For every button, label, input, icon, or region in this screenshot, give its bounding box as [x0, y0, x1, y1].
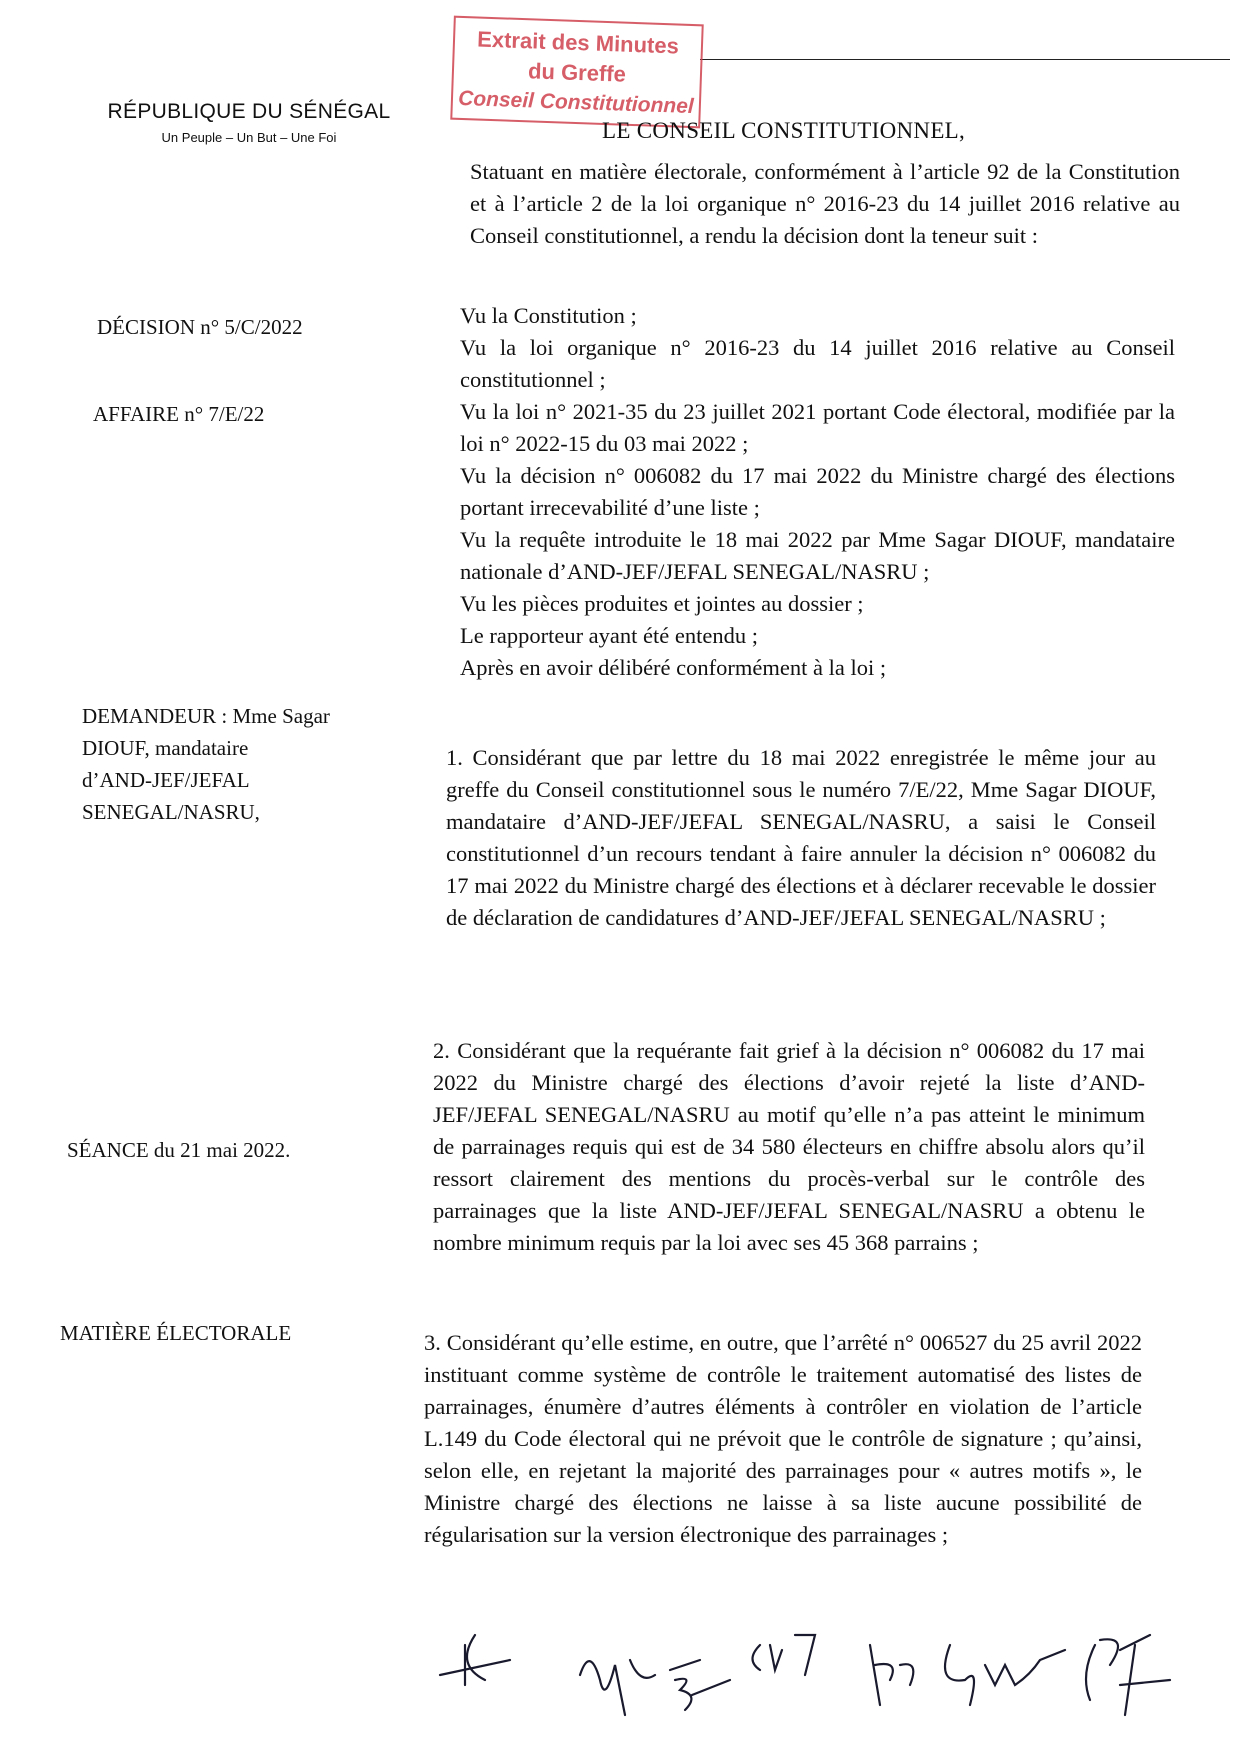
signature-3 [670, 1660, 730, 1710]
demandeur-line: SENEGAL/NASRU, [82, 800, 260, 824]
visa-item: Vu la requête introduite le 18 mai 2022 par Mme Sagar DIOUF, mandataire nationale d’AND-JEF/JEFAL SENEGAL/NASRU ; [460, 527, 1175, 584]
visa-item: Vu la loi organique n° 2016-23 du 14 juillet 2016 relative au Conseil constitutionnel ; [460, 335, 1175, 392]
signature-4 [753, 1635, 816, 1675]
decision-number: DÉCISION n° 5/C/2022 [97, 315, 303, 339]
republic-motto: Un Peuple – Un But – Une Foi [161, 130, 337, 145]
considerant-text: 2. Considérant que la requérante fait grief à la décision n° 006082 du 17 mai 2022 du Ministre chargé des élections d’avoir rejeté la liste d’AND-JEF/JEFAL SENEGAL/NASRU au motif qu’elle n’a pas atteint le minimum de parrainages requis qui est de 34 580 électeurs en chiffre absolu alors qu’il ressort clairement des mentions du procès-verbal sur le contrôle des parrainages que la liste AND-JEF/JEFAL SENEGAL/NASRU a obtenu le nombre minimum requis par la loi avec ses 45 368 parrains ; [433, 1038, 1145, 1255]
greffe-stamp [450, 16, 703, 129]
demandeur-line: d’AND-JEF/JEFAL [82, 768, 250, 792]
visa-item: Après en avoir délibéré conformément à la loi ; [460, 655, 887, 680]
demandeur-line: DIOUF, mandataire [82, 736, 249, 760]
handwritten-signatures [430, 1605, 1220, 1735]
visa-item: Vu la Constitution ; [460, 303, 637, 328]
top-rule [700, 59, 1230, 60]
republic-header [104, 100, 394, 145]
considerant-3 [424, 1327, 1142, 1551]
intro-text: Statuant en matière électorale, conformément à l’article 92 de la Constitution et à l’article 2 de la loi organique n° 2016-23 du 14 juillet 2016 relative au Conseil constitutionnel, a rendu la décision dont la teneur suit : [470, 159, 1180, 248]
affaire-number: AFFAIRE n° 7/E/22 [93, 402, 265, 426]
signature-1 [440, 1635, 510, 1685]
considerant-1 [446, 742, 1156, 934]
visa-item: Vu la décision n° 006082 du 17 mai 2022 du Ministre chargé des élections portant irrecevabilité d’une liste ; [460, 463, 1175, 520]
demandeur-line: DEMANDEUR : Mme Sagar [82, 704, 330, 728]
matiere: MATIÈRE ÉLECTORALE [60, 1321, 292, 1345]
intro-paragraph [470, 156, 1180, 252]
document-heading: LE CONSEIL CONSTITUTIONNEL, [602, 118, 966, 143]
considerant-text: 3. Considérant qu’elle estime, en outre, que l’arrêté n° 006527 du 25 avril 2022 instituant comme système de contrôle le traitement automatisé des listes de parrainages, énumère d’autres éléments à contrôler en violation de l’article L.149 du Code électoral qui ne prévoit que le contrôle de signature ; qu’ainsi, selon elle, en rejetant la majorité des parrainages pour « autres motifs », le Ministre chargé des élections ne laisse à sa liste aucune possibilité de régularisation sur la version électronique des parrainages ; [424, 1330, 1142, 1547]
stamp-line-2: du Greffe [527, 58, 627, 87]
demandeur-block [82, 700, 402, 828]
visa-item: Le rapporteur ayant été entendu ; [460, 623, 758, 648]
considerant-2 [433, 1035, 1145, 1259]
visa-item: Vu les pièces produites et jointes au dossier ; [460, 591, 864, 616]
stamp-line-1: Extrait des Minutes [476, 26, 680, 59]
signature-7 [1086, 1635, 1170, 1715]
signature-6 [945, 1645, 1065, 1705]
signature-2 [580, 1660, 655, 1715]
seance-date: SÉANCE du 21 mai 2022. [67, 1138, 291, 1162]
visa-item: Vu la loi n° 2021-35 du 23 juillet 2021 portant Code électoral, modifiée par la loi n° 2022-15 du 03 mai 2022 ; [460, 399, 1175, 456]
signature-5 [870, 1645, 913, 1705]
republic-name: RÉPUBLIQUE DU SÉNÉGAL [107, 100, 391, 123]
visas-list [460, 300, 1175, 684]
stamp-line-3: Conseil Constitutionnel [457, 86, 695, 119]
considerant-text: 1. Considérant que par lettre du 18 mai 2022 enregistrée le même jour au greffe du Conseil constitutionnel sous le numéro 7/E/22, Mme Sagar DIOUF, mandataire d’AND-JEF/JEFAL SENEGAL/NASRU, a saisi le Conseil constitutionnel d’un recours tendant à faire annuler la décision n° 006082 du 17 mai 2022 du Ministre chargé des élections et à déclarer recevable le dossier de déclaration de candidatures d’AND-JEF/JEFAL SENEGAL/NASRU ; [446, 745, 1156, 930]
